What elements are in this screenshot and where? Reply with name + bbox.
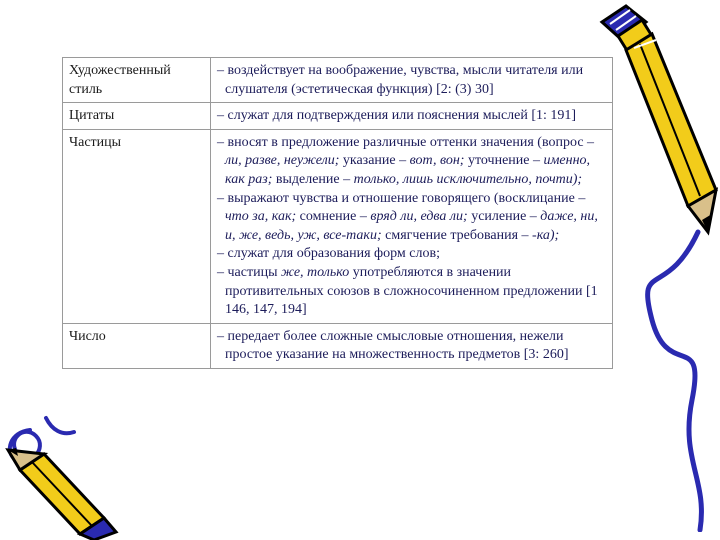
definition-text: – частицы bbox=[217, 264, 281, 280]
definition-paragraph bbox=[217, 328, 606, 365]
definition-text: употребляются в значении противительных союзов в сложносочиненном предложении [1 146, 147, 194] bbox=[225, 264, 598, 318]
definition-text: указание – bbox=[339, 153, 410, 169]
term-cell: Частицы bbox=[63, 129, 211, 323]
example-words: же, только bbox=[280, 264, 350, 280]
definition-text: сомнение – bbox=[296, 209, 371, 225]
example-words: вряд ли, едва ли; bbox=[370, 209, 468, 225]
example-words: что за, как; bbox=[225, 209, 297, 225]
example-words: вот, вон; bbox=[409, 153, 465, 169]
definition-cell bbox=[211, 323, 613, 368]
definition-paragraph bbox=[217, 134, 606, 190]
table-row bbox=[63, 129, 613, 323]
table-row bbox=[63, 323, 613, 368]
pencil-right-icon bbox=[596, 0, 720, 532]
term-cell: Цитаты bbox=[63, 103, 211, 130]
definition-cell bbox=[211, 58, 613, 103]
definition-text: – вносят в предложение различные оттенки значения (вопрос – bbox=[217, 134, 595, 150]
pencil-left-icon bbox=[0, 410, 120, 540]
definition-text: усиление – bbox=[467, 209, 541, 225]
definition-text: – служат для подтверждения или пояснения мыслей [1: 191] bbox=[217, 108, 577, 124]
definition-text: смягчение требования – bbox=[381, 227, 533, 243]
example-words: только, лишь исключительно, почти); bbox=[353, 171, 583, 187]
definition-paragraph bbox=[217, 107, 606, 126]
example-words: ли, разве, неужели; bbox=[225, 153, 340, 169]
definition-text: – воздействует на воображение, чувства, мысли читателя или слушателя (эстетическая функция) [2: (3) 30] bbox=[217, 63, 584, 97]
terms-table bbox=[62, 57, 613, 369]
term-cell: Число bbox=[63, 323, 211, 368]
definition-text: – служат для образования форм слов; bbox=[217, 246, 440, 262]
definition-cell bbox=[211, 103, 613, 130]
definition-text: – выражают чувства и отношение говорящего (восклицание – bbox=[217, 190, 586, 206]
term-cell: Художественный стиль bbox=[63, 58, 211, 103]
example-words: -ка); bbox=[532, 227, 560, 243]
definition-cell bbox=[211, 129, 613, 323]
definition-paragraph bbox=[217, 264, 606, 320]
definition-text: выделение – bbox=[272, 171, 354, 187]
definition-paragraph bbox=[217, 62, 606, 99]
definition-text: уточнение – bbox=[464, 153, 544, 169]
example-words: даже, ни, и, же, ведь, уж, все-таки; bbox=[225, 209, 598, 243]
definition-paragraph bbox=[217, 190, 606, 246]
definition-text: – передает более сложные смысловые отношения, нежели простое указание на множественность предметов [3: 260] bbox=[217, 328, 569, 363]
table-row bbox=[63, 103, 613, 130]
terms-table-body bbox=[63, 58, 613, 369]
table-row bbox=[63, 58, 613, 103]
example-words: именно, как раз; bbox=[225, 153, 591, 187]
definition-paragraph bbox=[217, 245, 606, 264]
